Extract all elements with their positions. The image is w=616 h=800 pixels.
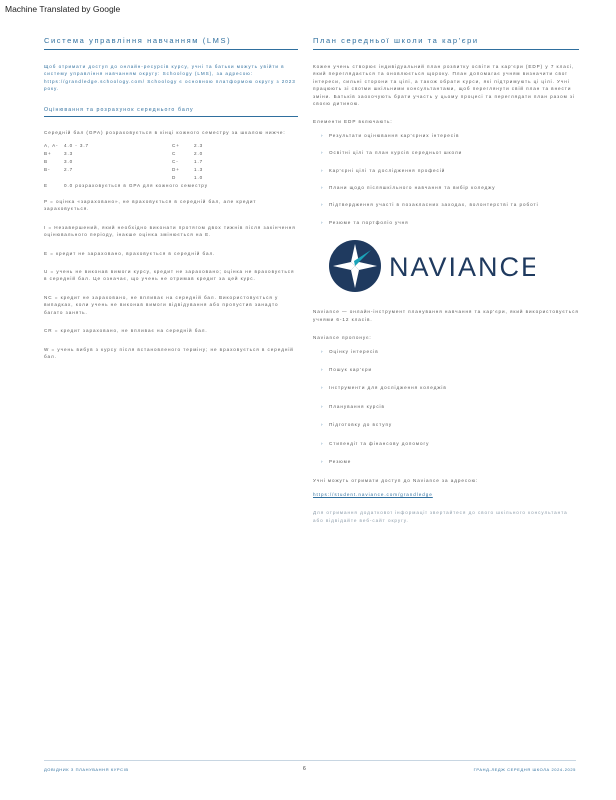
bullet-marker-icon: › xyxy=(321,403,324,409)
career-plan-intro: Кожен учень створює індивідуальний план розвитку освіти та кар'єри (EDP) у 7 класі, який переглядається та оновлюється щороку. План допомагає учням визначити свої інтереси, сильні сторони та цілі, а також обрати курси, які підтримують ці цілі. Учні працюють зі своїми шкільними консультантами, щоб переглянути свій план та внести зміни. Батьків заохочують брати участь у цьому процесі та переглядати план разом зі своєю дитиною. xyxy=(313,64,575,107)
grade-letter: D xyxy=(172,175,177,181)
grade-letter: A, A- xyxy=(44,143,59,149)
grade-letter-e: E xyxy=(44,183,48,189)
grade-value: 1.0 xyxy=(194,175,204,181)
bullet-marker-icon: › xyxy=(321,167,324,173)
left-column xyxy=(44,36,298,371)
grade-letter: C xyxy=(172,151,177,157)
list-item xyxy=(313,421,579,428)
bullet-marker-icon: › xyxy=(321,385,324,391)
grade-value: 3.3 xyxy=(64,151,74,157)
footer-guide-title: ДОВІДНИК З ПЛАНУВАННЯ КУРСІВ xyxy=(44,767,129,772)
naviance-description: Naviance — онлайн-інструмент планування навчання та кар'єри, який використовується учнями 6-12 класів. xyxy=(313,309,579,322)
list-item-text: Плани щодо післяшкільного навчання та вибір коледжу xyxy=(329,185,496,191)
naviance-tools-list xyxy=(313,348,579,466)
grade-scale-table xyxy=(44,142,298,190)
career-plan-heading-rule xyxy=(313,49,579,50)
lms-intro: Щоб отримати доступ до онлайн-ресурсів курсу, учні та батьки можуть увійти в систему управління навчанням округу: Schoology (LMS), за адресою: https://grandledge.schoology.com/ Schoology є основною платформою округу з 2023 року. xyxy=(44,64,296,92)
career-plan-heading: План середньої школи та кар'єри xyxy=(313,36,479,45)
list-item-text: Підготовку до вступу xyxy=(329,422,393,428)
grade-value: 2.0 xyxy=(194,151,204,157)
bullet-marker-icon: › xyxy=(321,150,324,156)
list-item-text: Пошук кар'єри xyxy=(329,366,373,372)
grade-value: 2.7 xyxy=(64,167,74,173)
list-item-text: Планування курсів xyxy=(329,403,385,409)
grade-letter: D+ xyxy=(172,167,180,173)
naviance-tools-heading: Naviance пропонує: xyxy=(313,335,372,341)
grade-definition: P = оцінка «зараховано», не враховується в середній бал, але кредит зараховується. xyxy=(44,199,257,212)
list-item xyxy=(313,366,579,373)
list-item xyxy=(313,384,579,391)
list-item-text: Оцінку інтересів xyxy=(329,348,379,354)
bullet-marker-icon: › xyxy=(321,458,324,464)
naviance-logo xyxy=(327,238,535,294)
naviance-access-link-row xyxy=(313,491,579,498)
grade-definition: E = кредит не зараховано, враховується в середній бал. xyxy=(44,250,216,256)
grade-value: 2.3 xyxy=(194,143,204,149)
grade-value xyxy=(64,174,172,182)
right-column xyxy=(313,36,579,535)
list-item-text: Кар'єрні цілі та дослідження професій xyxy=(329,167,446,173)
list-item xyxy=(313,440,579,447)
list-item xyxy=(313,458,579,465)
list-item xyxy=(313,132,579,139)
grade-definition: W = учень вибув з курсу після встановленого терміну; не враховується в середній бал. xyxy=(44,346,294,359)
list-item-text: Освітні цілі та план курсів середньої школи xyxy=(329,150,463,156)
grading-intro: Середній бал (GPA) розраховується в кінці кожного семестру за шкалою нижче: xyxy=(44,129,286,135)
page-number: 6 xyxy=(303,766,307,772)
grade-value: 1.3 xyxy=(194,167,204,173)
list-item-text: Стипендії та фінансову допомогу xyxy=(329,440,430,446)
edp-elements-list xyxy=(313,132,579,226)
grade-letter: B- xyxy=(44,167,51,173)
machine-translation-banner: Machine Translated by Google xyxy=(5,4,121,14)
grade-note: 0.0 розраховується в GPA для кожного семестру xyxy=(64,183,208,189)
list-item-text: Резюме та портфоліо учня xyxy=(329,219,409,225)
right-footnote: Для отримання додаткової інформації звертайтеся до свого шкільного консультанта або відвідайте веб-сайт округу. xyxy=(313,510,568,523)
naviance-wordmark: NAVIANCE xyxy=(389,252,535,283)
grade-value: 3.0 xyxy=(64,159,74,165)
bullet-marker-icon: › xyxy=(321,366,324,372)
grade-letter: C+ xyxy=(172,143,180,149)
footer-school-year: ГРАНД-ЛЕДЖ СЕРЕДНЯ ШКОЛА 2024-2025 xyxy=(473,767,576,772)
grade-value: 4.0 - 3.7 xyxy=(64,143,89,149)
grading-heading: Оцінювання та розрахунок середнього балу xyxy=(44,106,194,113)
footer-divider xyxy=(44,760,576,761)
grade-letter: B xyxy=(44,159,48,165)
grading-heading-rule xyxy=(44,116,298,117)
bullet-marker-icon: › xyxy=(321,185,324,191)
bullet-marker-icon: › xyxy=(321,422,324,428)
list-item xyxy=(313,167,579,174)
list-item xyxy=(313,149,579,156)
list-item xyxy=(313,219,579,226)
grade-letter: C- xyxy=(172,159,179,165)
bullet-marker-icon: › xyxy=(321,202,324,208)
list-item xyxy=(313,348,579,355)
grade-value: 1.7 xyxy=(194,159,204,165)
grade-definition: CR = кредит зараховано, не впливає на середній бал. xyxy=(44,328,208,334)
naviance-access-label: Учні можуть отримати доступ до Naviance за адресою: xyxy=(313,478,479,484)
naviance-access-link[interactable]: https://student.naviance.com/grandledge xyxy=(313,491,433,497)
grade-letter: B+ xyxy=(44,151,52,157)
list-item-text: Інструменти для дослідження коледжів xyxy=(329,385,447,391)
list-item xyxy=(313,184,579,191)
grade-letter xyxy=(44,174,64,182)
list-item xyxy=(313,201,579,208)
grade-definition: NC = кредит не зараховано, не впливає на середній бал. Використовується у випадках, коли учень не виконав вимоги відвідування або пропустив занадто багато занять. xyxy=(44,294,279,315)
list-item-text: Результати оцінювання кар'єрних інтересів xyxy=(329,132,460,138)
grade-definition: I = Незавершений, який необхідно виконати протягом двох тижнів після закінчення оцінювального періоду, інакше оцінка змінюється на E. xyxy=(44,224,296,238)
bullet-marker-icon: › xyxy=(321,219,324,225)
lms-heading-rule xyxy=(44,49,298,50)
list-item-text: Резюме xyxy=(329,458,352,464)
edp-elements-heading: Елементи EDP включають: xyxy=(313,119,393,125)
bullet-marker-icon: › xyxy=(321,348,324,354)
lms-heading: Система управління навчанням (LMS) xyxy=(44,36,232,45)
bullet-marker-icon: › xyxy=(321,132,324,138)
naviance-logo-graphic xyxy=(327,238,535,294)
bullet-marker-icon: › xyxy=(321,440,324,446)
grade-definition: U = учень не виконав вимоги курсу, кредит не зараховано; оцінка не враховується в середній бал. Це означає, що учень не отримав кредит за цей курс. xyxy=(44,269,295,282)
list-item xyxy=(313,403,579,410)
list-item-text: Підтвердження участі в позакласних заходах, волонтерстві та роботі xyxy=(329,202,539,208)
